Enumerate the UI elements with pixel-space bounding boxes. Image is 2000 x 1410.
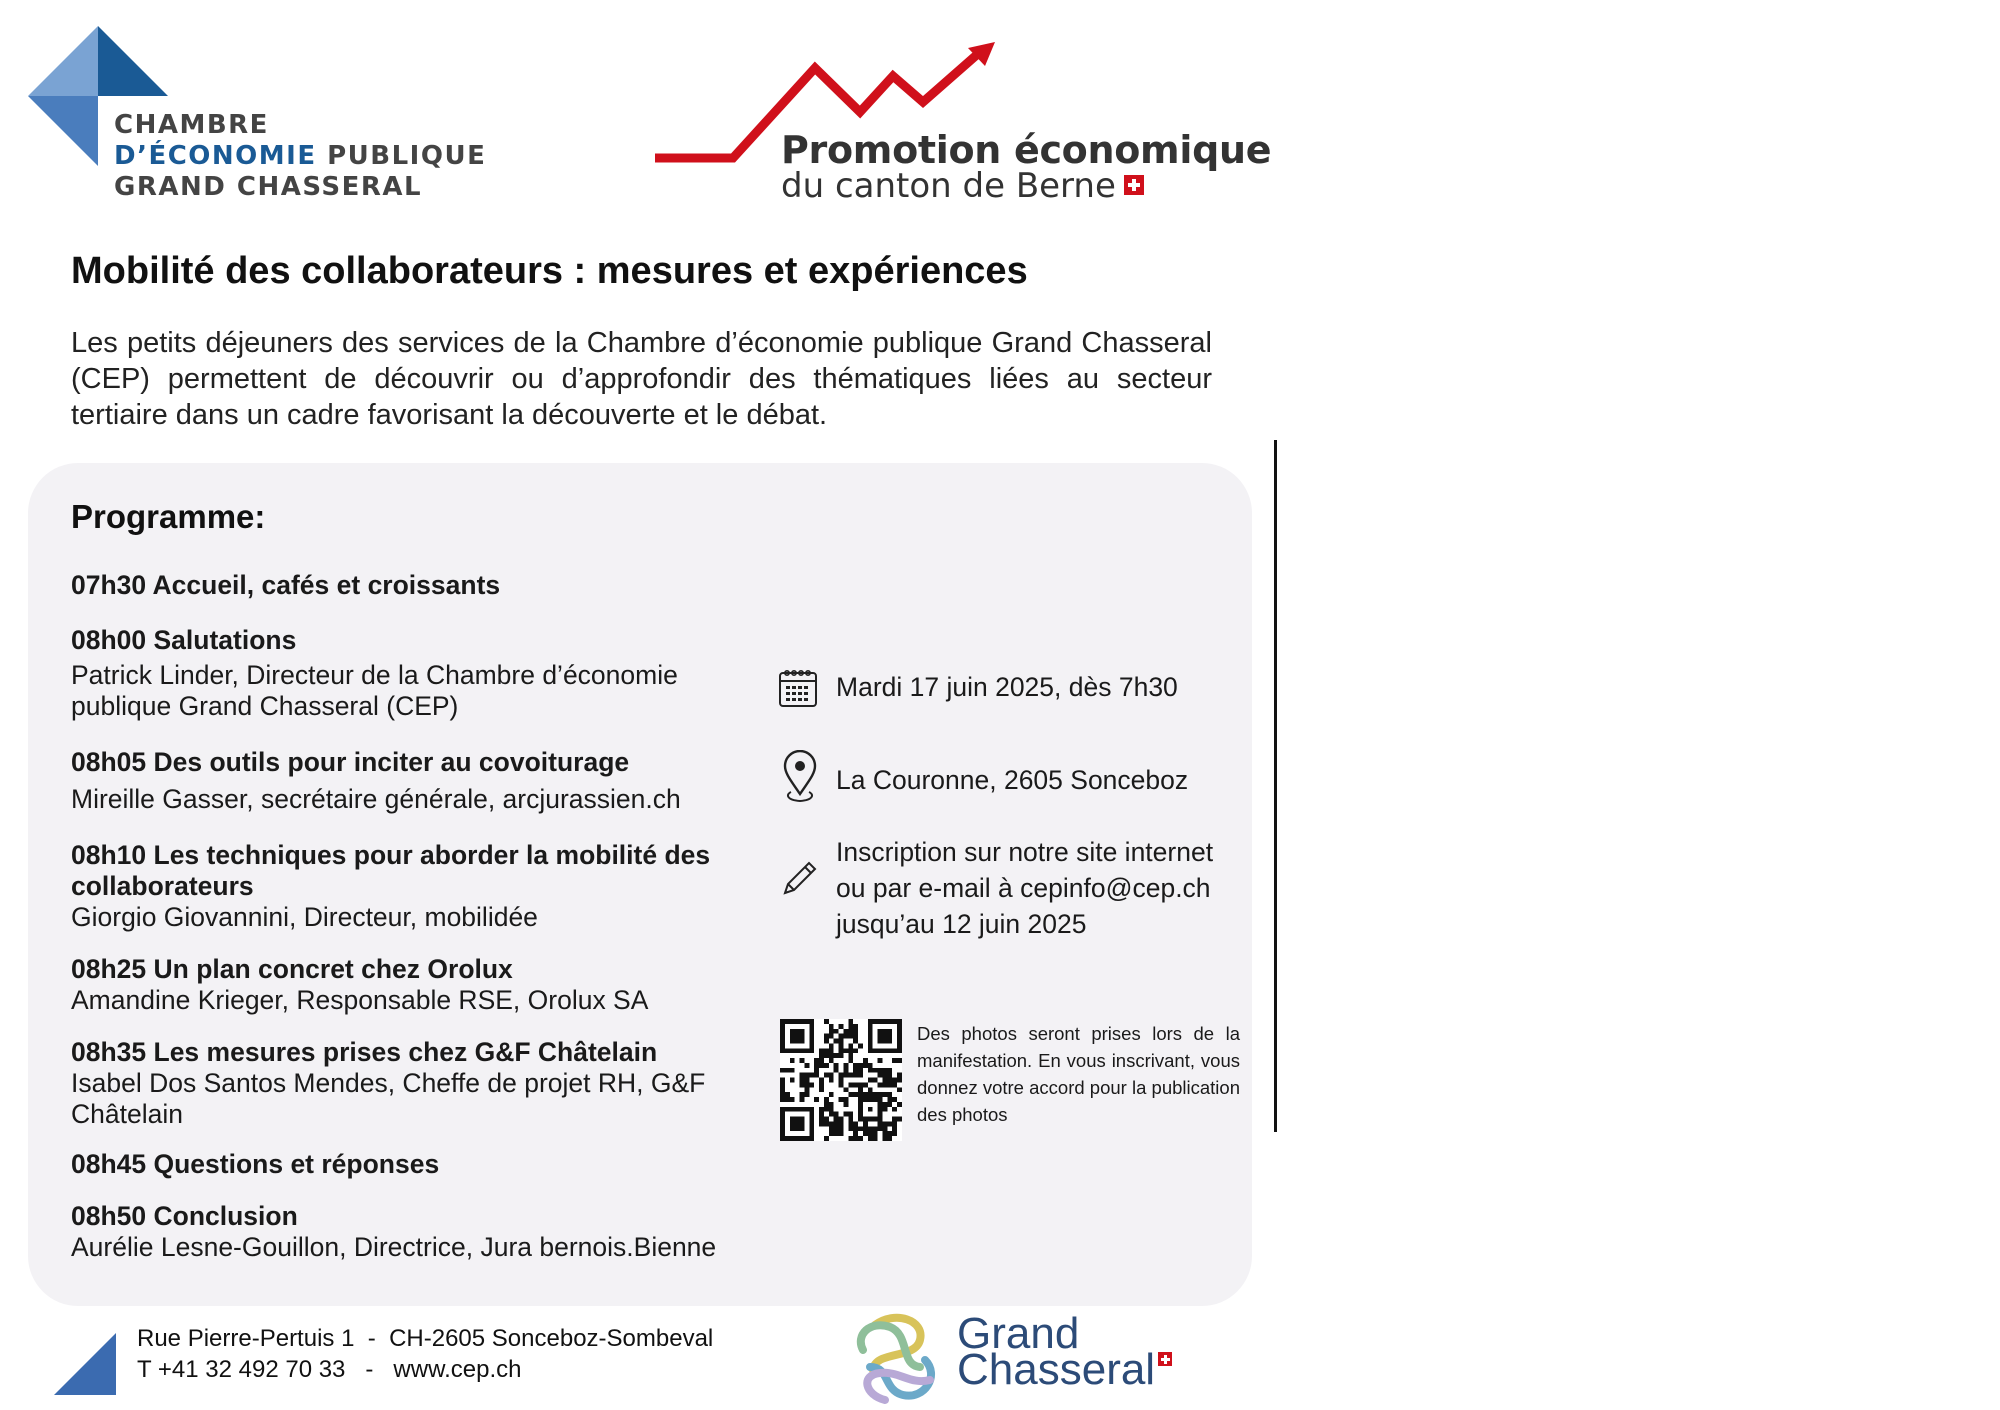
grand-chasseral-line2-text: Chasseral bbox=[957, 1345, 1156, 1394]
programme-item bbox=[71, 625, 761, 722]
event-location: La Couronne, 2605 Sonceboz bbox=[836, 765, 1189, 795]
grand-chasseral-logo bbox=[845, 1305, 1205, 1410]
registration-line: ou par e-mail à cepinfo@cep.ch bbox=[836, 873, 1211, 903]
promotion-subtitle-text: du canton de Berne bbox=[781, 166, 1116, 206]
photo-consent-note: Des photos seront prises lors de la manifestation. En vous inscrivant, vous donnez votre accord pour la publication des photos bbox=[917, 1023, 1240, 1125]
programme-item bbox=[71, 840, 761, 933]
cep-logo-line1: CHAMBRE bbox=[114, 110, 269, 140]
programme-item-title: 08h25 Un plan concret chez Orolux bbox=[71, 954, 513, 984]
footer-contact: T +41 32 492 70 33 - www.cep.ch bbox=[137, 1356, 522, 1383]
programme-item-detail: Patrick Linder, Directeur de la Chambre d’économie publique Grand Chasseral (CEP) bbox=[71, 660, 678, 721]
swiss-flag-icon bbox=[1124, 175, 1144, 195]
programme-item bbox=[71, 1201, 761, 1263]
programme-item-detail: Giorgio Giovannini, Directeur, mobilidée bbox=[71, 902, 538, 932]
qr-code[interactable] bbox=[780, 1019, 902, 1141]
cep-logo-line2 bbox=[114, 141, 486, 171]
programme-item bbox=[71, 747, 761, 815]
programme-item-title: 07h30 Accueil, cafés et croissants bbox=[71, 570, 501, 600]
programme-item bbox=[71, 954, 761, 1016]
event-date: Mardi 17 juin 2025, dès 7h30 bbox=[836, 672, 1178, 702]
programme-item bbox=[71, 570, 761, 601]
cep-logo-publique: PUBLIQUE bbox=[316, 141, 487, 171]
intro-paragraph: Les petits déjeuners des services de la Chambre d’économie publique Grand Chasseral (CEP) permettent de découvrir ou d’approfondir des thématiques liées au secteur tertiaire dans un cadre favorisant la découverte et le débat. bbox=[71, 327, 1212, 431]
swiss-flag-icon bbox=[1158, 1352, 1172, 1366]
programme-item-detail: Aurélie Lesne-Gouillon, Directrice, Jura bernois.Bienne bbox=[71, 1232, 717, 1262]
registration-line: jusqu’au 12 juin 2025 bbox=[836, 909, 1087, 939]
cep-logo bbox=[28, 26, 487, 202]
programme-heading: Programme: bbox=[71, 498, 266, 535]
cep-logo-line3: GRAND CHASSERAL bbox=[114, 172, 423, 202]
programme-item-title: 08h10 Les techniques pour aborder la mobilité des collaborateurs bbox=[71, 840, 711, 901]
grand-chasseral-knot-icon bbox=[845, 1305, 950, 1410]
vertical-divider bbox=[1274, 440, 1277, 1132]
grand-chasseral-line1: Grand bbox=[957, 1309, 1080, 1358]
programme-item-detail: Mireille Gasser, secrétaire générale, arcjurassien.ch bbox=[71, 784, 681, 814]
programme-item bbox=[71, 1149, 761, 1180]
map-pin-icon bbox=[782, 750, 818, 804]
footer-address: Rue Pierre-Pertuis 1 - CH-2605 Sonceboz-Sombeval bbox=[137, 1325, 714, 1352]
promotion-title: Promotion économique bbox=[781, 128, 1272, 172]
programme-item bbox=[71, 1037, 761, 1130]
cep-logo-economie: D’ÉCONOMIE bbox=[114, 141, 317, 171]
programme-item-detail: Amandine Krieger, Responsable RSE, Orolux SA bbox=[71, 985, 649, 1015]
programme-item-title: 08h05 Des outils pour inciter au covoiturage bbox=[71, 747, 630, 777]
page-title: Mobilité des collaborateurs : mesures et expériences bbox=[71, 250, 1028, 292]
grand-chasseral-line2 bbox=[957, 1345, 1172, 1394]
programme-item-detail: Isabel Dos Santos Mendes, Cheffe de projet RH, G&F Châtelain bbox=[71, 1068, 706, 1129]
programme-item-title: 08h45 Questions et réponses bbox=[71, 1149, 440, 1179]
cep-triangle-icon bbox=[54, 1333, 116, 1395]
programme-item-title: 08h00 Salutations bbox=[71, 625, 297, 655]
programme-item-title: 08h50 Conclusion bbox=[71, 1201, 298, 1231]
pencil-icon bbox=[780, 858, 820, 898]
registration-line: Inscription sur notre site internet bbox=[836, 837, 1214, 867]
promotion-subtitle bbox=[781, 166, 1144, 206]
calendar-icon bbox=[778, 668, 818, 708]
programme-item-title: 08h35 Les mesures prises chez G&F Châtelain bbox=[71, 1037, 658, 1067]
promotion-economique-logo bbox=[655, 40, 1272, 210]
